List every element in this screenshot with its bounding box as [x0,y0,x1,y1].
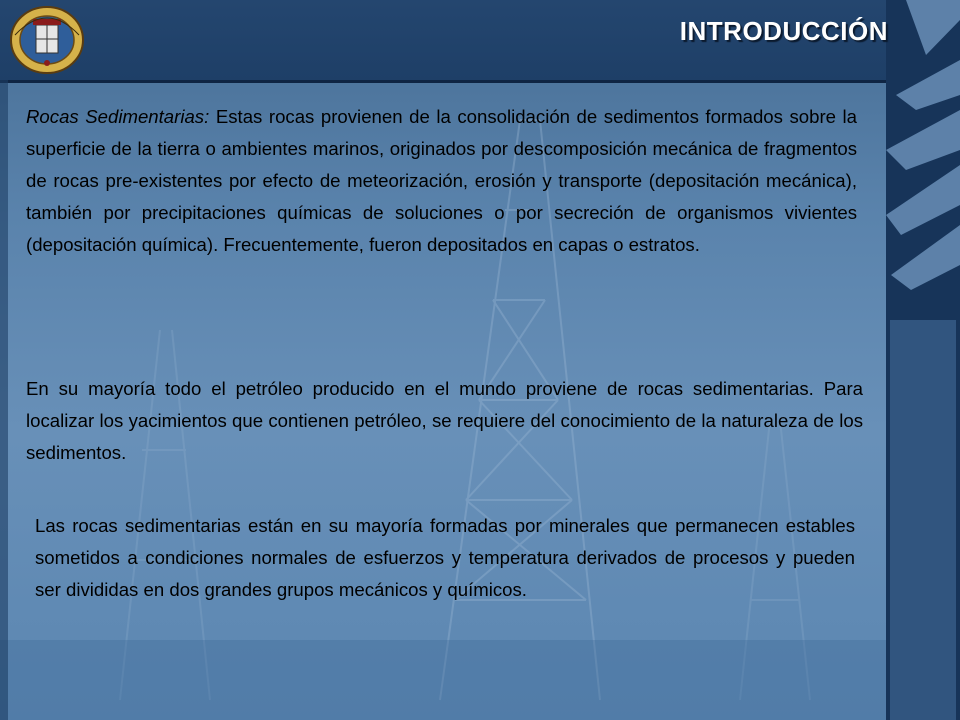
term-rocas-sedimentarias: Rocas Sedimentarias: [26,106,210,127]
paragraph-1-text: Estas rocas provienen de la consolidación de sedimentos formados sobre la superficie de la tierra o ambientes marinos, originados por descomposición mecánica de fragmentos de rocas pre-existentes por efecto de meteorización, erosión y transporte (depositación mecánica), también por precipitaciones químicas de soluciones o por secreción de organismos vivientes (depositación química). Frecuentemente, fueron depositados en capas o estratos. [26,106,857,255]
paragraph-sedimentary-rocks [26,101,857,261]
paragraph-minerals: Las rocas sedimentarias están en su mayoría formadas por minerales que permanecen estables sometidos a condiciones normales de esfuerzos y temperatura derivados de procesos y pueden ser divididas en dos grandes grupos mecánicos y químicos. [35,515,855,600]
institution-crest-icon [9,5,85,75]
slide-title: INTRODUCCIÓN [679,16,888,46]
paragraph-petroleum: En su mayoría todo el petróleo producido en el mundo proviene de rocas sedimentarias. Para localizar los yacimientos que contienen petróleo, se requiere del conocimiento de la naturaleza de los sedimentos. [26,378,863,463]
header-divider [0,80,888,83]
decorative-right-band [886,0,960,720]
left-edge-strip [0,80,8,720]
